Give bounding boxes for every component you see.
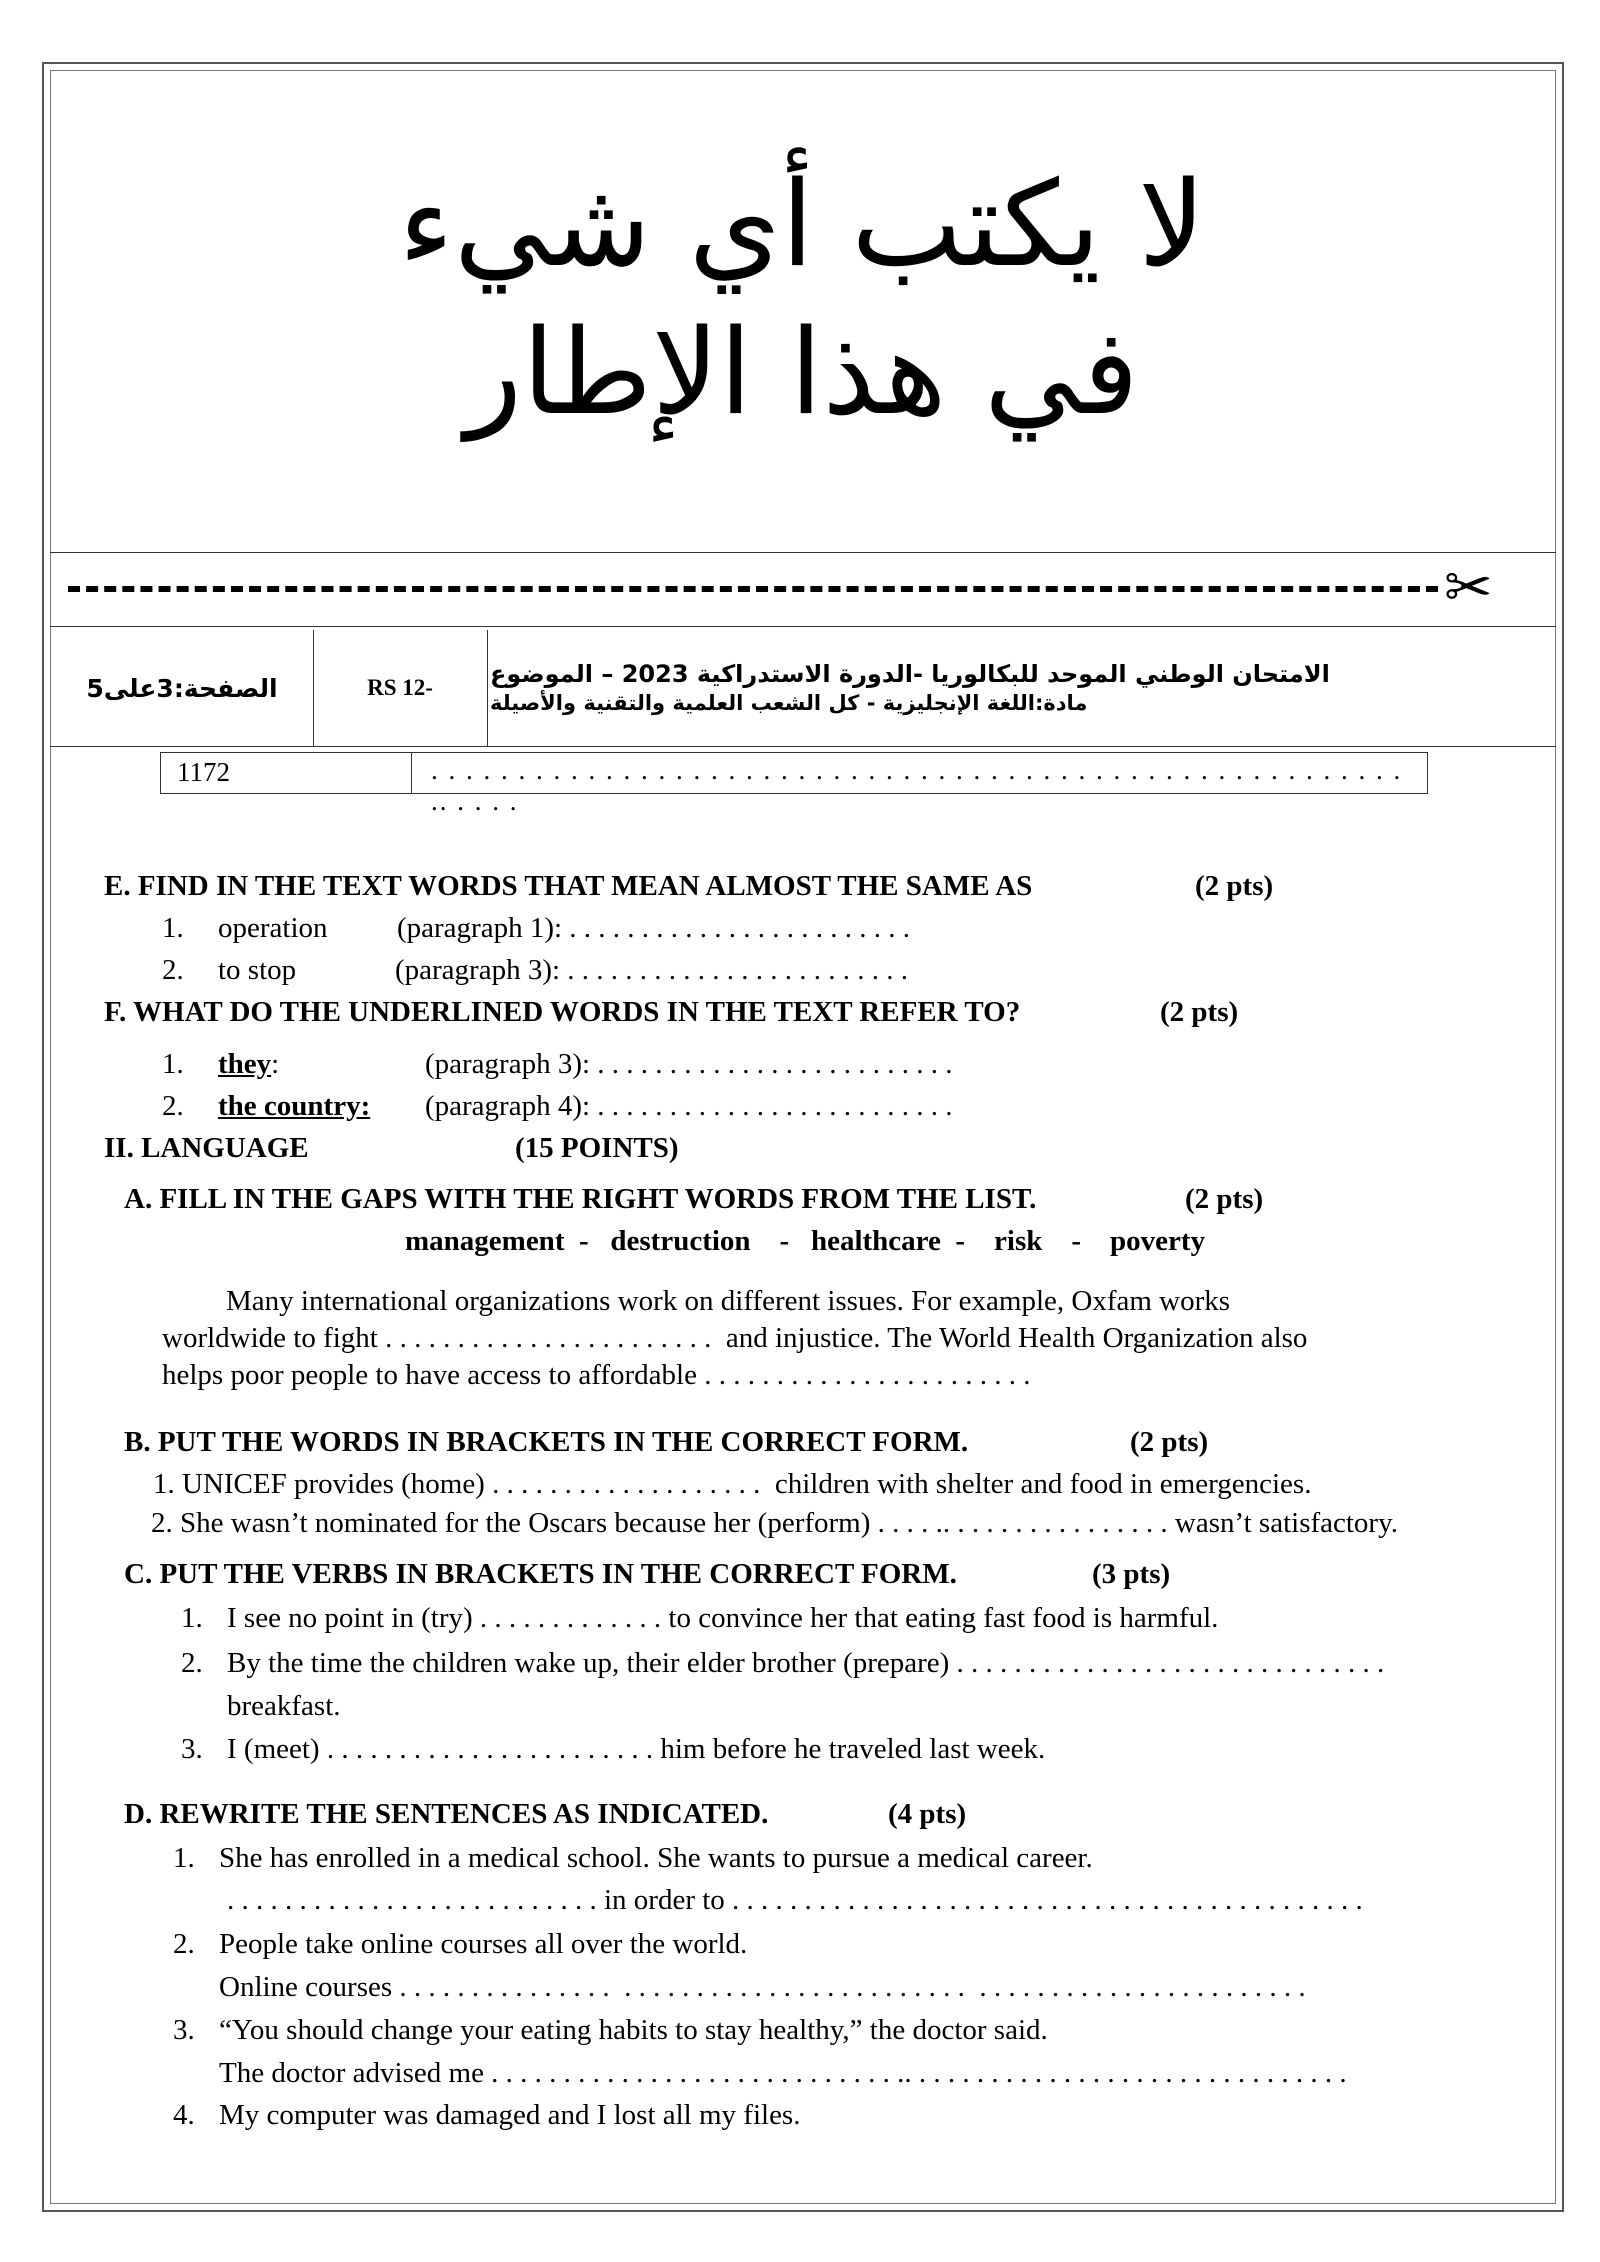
code-box-divider [411, 753, 412, 793]
section-d-answer[interactable]: . . . . . . . . . . . . . . . . . . . . . . . . . . in order to . . . . . . . . . . . . . . . . . . . . . . . . . . . . . . . . . . . . . . . . . . . . [227, 1884, 1363, 1916]
section-f-answer[interactable]: (paragraph 4): . . . . . . . . . . . . . . . . . . . . . . . . . [425, 1090, 953, 1122]
section-d-sentence: My computer was damaged and I lost all my files. [219, 2099, 801, 2131]
section-a-points: (2 pts) [1185, 1183, 1264, 1215]
section-c-number: 3. [181, 1733, 203, 1765]
gap-paragraph-line[interactable]: helps poor people to have access to affordable . . . . . . . . . . . . . . . . . . . . . . . [162, 1359, 1031, 1391]
section-c-points: (3 pts) [1092, 1558, 1171, 1590]
language-title: II. LANGUAGE [104, 1132, 309, 1164]
exam-subject: مادة:اللغة الإنجليزية - كل الشعب العلمية والتقنية والأصيلة [490, 691, 1088, 715]
underlined-word: the country: [218, 1090, 371, 1122]
language-points: (15 POINTS) [515, 1132, 679, 1164]
section-f-answer[interactable]: (paragraph 3): . . . . . . . . . . . . . . . . . . . . . . . . . [425, 1048, 953, 1080]
section-c-sentence[interactable]: I (meet) . . . . . . . . . . . . . . . . . . . . . . . him before he traveled last week. [227, 1733, 1046, 1765]
item-suffix: : [271, 1048, 280, 1080]
section-a-title: A. FILL IN THE GAPS WITH THE RIGHT WORDS FROM THE LIST. [124, 1183, 1037, 1215]
section-d-sentence: She has enrolled in a medical school. She wants to pursue a medical career. [219, 1842, 1093, 1874]
scissors-icon: ✂ [1444, 553, 1493, 621]
section-f-item-number: 2. [162, 1090, 184, 1122]
do-not-write-banner [52, 150, 1552, 446]
section-e-answer[interactable]: (paragraph 3): . . . . . . . . . . . . . . . . . . . . . . . . [395, 954, 909, 986]
section-d-number: 1. [173, 1842, 195, 1874]
gap-paragraph-line: Many international organizations work on different issues. For example, Oxfam works [226, 1285, 1231, 1317]
section-d-title: D. REWRITE THE SENTENCES AS INDICATED. [124, 1798, 769, 1830]
candidate-code-box [160, 752, 1428, 816]
page-number-label: الصفحة:3على5 [86, 673, 278, 703]
section-f-item-number: 1. [162, 1048, 184, 1080]
exam-title: الامتحان الوطني الموحد للبكالوريا -الدورة الاستدراكية 2023 – الموضوع [490, 660, 1330, 688]
section-e-item-number: 1. [162, 912, 184, 944]
candidate-name-field[interactable]: . . . . . . . . . . . . . . . . . . . . . . . . . . . . . . . . . . . . . . . . . . . . . . . . . . . . . . . . .. . . . . [431, 755, 1403, 816]
section-f-points: (2 pts) [1160, 996, 1239, 1028]
section-e-points: (2 pts) [1195, 870, 1274, 902]
section-d-number: 4. [173, 2099, 195, 2131]
section-e-item-number: 2. [162, 954, 184, 986]
section-d-answer[interactable]: The doctor advised me . . . . . . . . . . . . . . . . . . . . . . . . . . . . .. . . . . . . . . . . . . . . . . . . . . . . . . . . . . . . [219, 2057, 1347, 2089]
exam-code: RS 12- [367, 675, 433, 700]
section-b-title: B. PUT THE WORDS IN BRACKETS IN THE CORRECT FORM. [124, 1426, 969, 1458]
exam-header-block [490, 630, 1540, 746]
reference-number: 1172 [177, 757, 230, 787]
section-d-answer[interactable]: Online courses . . . . . . . . . . . . . . . . . . . . . . . . . . . . . . . . . . . . . . . . . . . . . . . . . . . . . . . . . . . . . . [219, 1971, 1306, 2003]
section-c-continuation: breakfast. [227, 1690, 341, 1722]
section-e-title: E. FIND IN THE TEXT WORDS THAT MEAN ALMOST THE SAME AS [104, 870, 1033, 902]
section-f-title: F. WHAT DO THE UNDERLINED WORDS IN THE TEXT REFER TO? [104, 996, 1021, 1028]
section-c-title: C. PUT THE VERBS IN BRACKETS IN THE CORRECT FORM. [124, 1558, 957, 1590]
section-d-sentence: “You should change your eating habits to stay healthy,” the doctor said. [219, 2014, 1048, 2046]
section-b-sentence[interactable]: 2. She wasn’t nominated for the Oscars because her (perform) . . . . .. . . . . . . . . . . . . . . . wasn’t satisfactory. [151, 1507, 1398, 1539]
section-d-number: 3. [173, 2014, 195, 2046]
header-bottom-rule [50, 746, 1556, 747]
section-f-item [218, 1046, 279, 1082]
underlined-word: they [218, 1048, 272, 1080]
section-e-item-word: to stop [218, 954, 297, 986]
word-list: management - destruction - healthcare - risk - poverty [405, 1225, 1206, 1257]
section-f-item [218, 1088, 370, 1124]
header-divider-1 [313, 630, 314, 746]
banner-line-1: لا يكتب أي شيء [398, 155, 1206, 293]
section-c-number: 1. [181, 1602, 203, 1634]
section-d-number: 2. [173, 1928, 195, 1960]
section-c-number: 2. [181, 1647, 203, 1679]
section-e-item-word: operation [218, 912, 328, 944]
banner-line-2: في هذا الإطار [465, 303, 1139, 441]
section-c-sentence[interactable]: By the time the children wake up, their elder brother (prepare) . . . . . . . . . . . . . . . . . . . . . . . . . . . . . . [227, 1647, 1385, 1679]
cut-band-top [50, 552, 1556, 553]
gap-paragraph-line[interactable]: worldwide to fight . . . . . . . . . . . . . . . . . . . . . . . and injustice. The World Health Organization also [162, 1322, 1308, 1354]
section-d-points: (4 pts) [888, 1798, 967, 1830]
cut-band-bottom [50, 626, 1556, 627]
section-b-sentence[interactable]: 1. UNICEF provides (home) . . . . . . . . . . . . . . . . . . . children with shelter and food in emergencies. [153, 1468, 1312, 1500]
section-c-sentence[interactable]: I see no point in (try) . . . . . . . . . . . . . to convince her that eating fast food is harmful. [227, 1602, 1219, 1634]
section-e-answer[interactable]: (paragraph 1): . . . . . . . . . . . . . . . . . . . . . . . . [397, 912, 911, 944]
section-d-sentence: People take online courses all over the world. [219, 1928, 748, 1960]
cut-line [68, 586, 1438, 592]
section-b-points: (2 pts) [1130, 1426, 1209, 1458]
header-divider-2 [487, 630, 488, 746]
